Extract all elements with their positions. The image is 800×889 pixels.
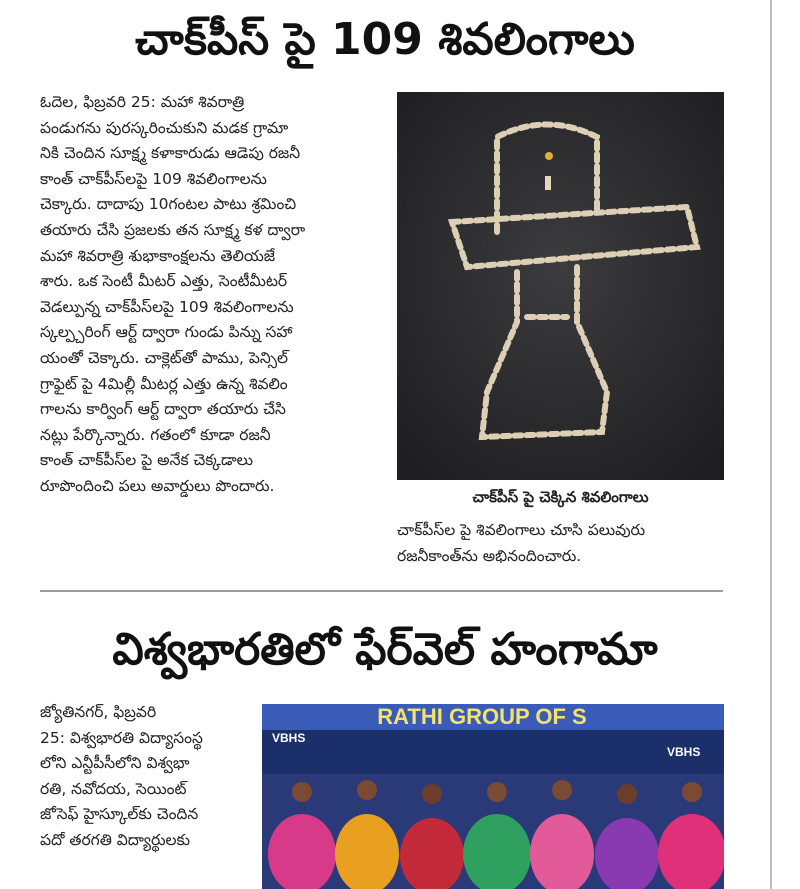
body-line: చాక్‌పీస్‌ల పై శివలింగాలు చూసి పలువురు	[397, 521, 646, 539]
chalk-shivalinga-image	[397, 92, 724, 480]
body-line: జోసెఫ్ హైస్కూల్‌కు చెందిన	[40, 805, 199, 824]
body-line: ఓదెల, ఫిబ్రవరి 25: మహా శివరాత్రి	[40, 93, 245, 111]
body-line: 25: విశ్వభారతి విద్యాసంస్థ	[40, 728, 203, 747]
body-line: కాంత్ చాక్‌పీస్‌లపై 109 శివలింగాలను	[40, 169, 267, 188]
farewell-stage-image	[262, 704, 724, 889]
article1-continuation	[397, 518, 724, 569]
body-line: మహా శివరాత్రి శుభాకాంక్షలను తెలియజే	[40, 246, 276, 265]
banner-badge: VBHS	[272, 731, 306, 745]
banner-text: RATHI GROUP OF S	[377, 704, 587, 729]
body-line: గ్రాఫైట్ పై 4మిల్లీ మీటర్ల ఎత్తు ఉన్న శివలిం	[40, 374, 288, 393]
body-line: యంతో చెక్కారు. చాక్లెట్‌తో పాము, పెన్సిల్	[40, 348, 289, 367]
article2-headline: విశ్వభారతిలో ఫేర్‌వెల్ హంగామా	[112, 624, 658, 675]
page-edge-rule	[770, 0, 772, 889]
article1-headline: చాక్‌పీస్ పై 109 శివలింగాలు	[135, 14, 635, 65]
body-line: నికి చెందిన సూక్ష్మ కళాకారుడు ఆడెపు రజనీ	[40, 144, 301, 163]
body-line: గాలను కార్వింగ్ ఆర్ట్ ద్వారా తయారు చేసి	[40, 400, 286, 419]
farewell-dance-photo	[262, 704, 724, 889]
shivalinga-chalk-photo	[397, 92, 724, 480]
article-divider	[40, 590, 723, 592]
body-line: పండుగను పురస్కరించుకుని మడక గ్రామా	[40, 118, 289, 137]
body-line: రజనీకాంత్‌ను అభినందించారు.	[397, 546, 582, 565]
article2-body	[40, 700, 258, 854]
body-line: శారు. ఒక సెంటీ మీటర్ ఎత్తు, సెంటీమీటర్	[40, 272, 288, 291]
body-line: రతి, నవోదయ, సెయింట్	[40, 779, 187, 798]
body-line: చెక్కారు. దాదాపు 10గంటల పాటు శ్రమించి	[40, 195, 297, 214]
body-line: వెడల్పున్న చాక్‌పీస్‌లపై 109 శివలింగాలను	[40, 297, 294, 316]
body-line: తయారు చేసి ప్రజలకు తన సూక్ష్మ కళ ద్వారా	[40, 220, 306, 239]
body-line: రూపొందించి పలు అవార్డులు పొందారు.	[40, 476, 275, 495]
chalk-dot-icon	[545, 152, 553, 160]
photo-caption: చాక్‌పీస్ పై చెక్కిన శివలింగాలు	[472, 488, 649, 506]
body-line: కాంత్ చాక్‌పీస్‌ల పై అనేక చెక్కడాలు	[40, 451, 253, 470]
banner-badge: VBHS	[667, 745, 701, 759]
body-line: స్కల్ప్చరింగ్ ఆర్ట్ ద్వారా గుండు పిన్ను సహా	[40, 323, 293, 342]
body-line: జ్యోతినగర్, ఫిబ్రవరి	[40, 703, 157, 721]
article1-body	[40, 90, 366, 500]
body-line: లోని ఎన్టీపీసీలోని విశ్వభా	[40, 754, 190, 773]
body-line: నట్లు పేర్కొన్నారు. గతంలో కూడా రజనీ	[40, 425, 271, 444]
body-line: పదో తరగతి విద్యార్థులకు	[40, 830, 191, 849]
